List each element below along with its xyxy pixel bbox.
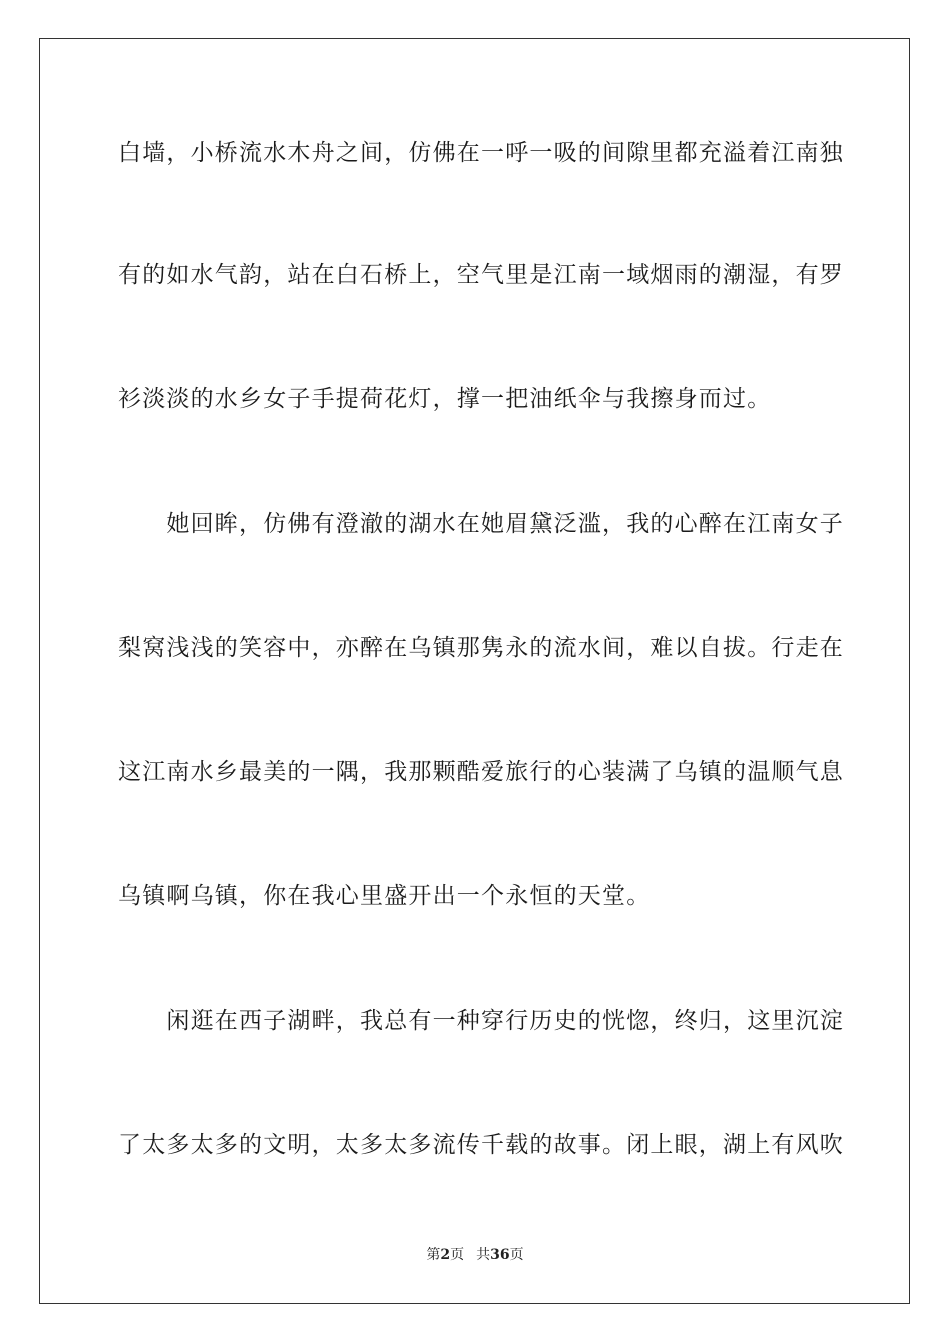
text-line: 梨窝浅浅的笑容中，亦醉在乌镇那隽永的流水间，难以自拔。行走在 [118, 635, 844, 661]
total-pages: 36 [490, 1247, 510, 1263]
page-suffix: 页 [450, 1247, 465, 1263]
text-line: 她回眸，仿佛有澄澈的湖水在她眉黛泛滥，我的心醉在江南女子 [118, 511, 844, 537]
text-line: 白墙，小桥流水木舟之间，仿佛在一呼一吸的间隙里都充溢着江南独 [118, 140, 844, 166]
page-footer [0, 1246, 950, 1264]
page-prefix: 第 [426, 1247, 441, 1263]
text-line: 闲逛在西子湖畔，我总有一种穿行历史的恍惚，终归，这里沉淀 [118, 1008, 844, 1034]
text-line: 衫淡淡的水乡女子手提荷花灯，撑一把油纸伞与我擦身而过。 [118, 386, 772, 412]
text-line: 这江南水乡最美的一隅，我那颗酷爱旅行的心装满了乌镇的温顺气息 [118, 759, 844, 785]
text-line: 乌镇啊乌镇，你在我心里盛开出一个永恒的天堂。 [118, 883, 651, 909]
page-number: 2 [440, 1247, 451, 1263]
total-prefix: 共 [476, 1247, 491, 1263]
total-suffix: 页 [509, 1247, 524, 1263]
text-line: 了太多太多的文明，太多太多流传千载的故事。闭上眼，湖上有风吹 [118, 1132, 844, 1158]
page-border [39, 38, 910, 1304]
text-line: 有的如水气韵，站在白石桥上，空气里是江南一域烟雨的潮湿，有罗 [118, 262, 844, 288]
